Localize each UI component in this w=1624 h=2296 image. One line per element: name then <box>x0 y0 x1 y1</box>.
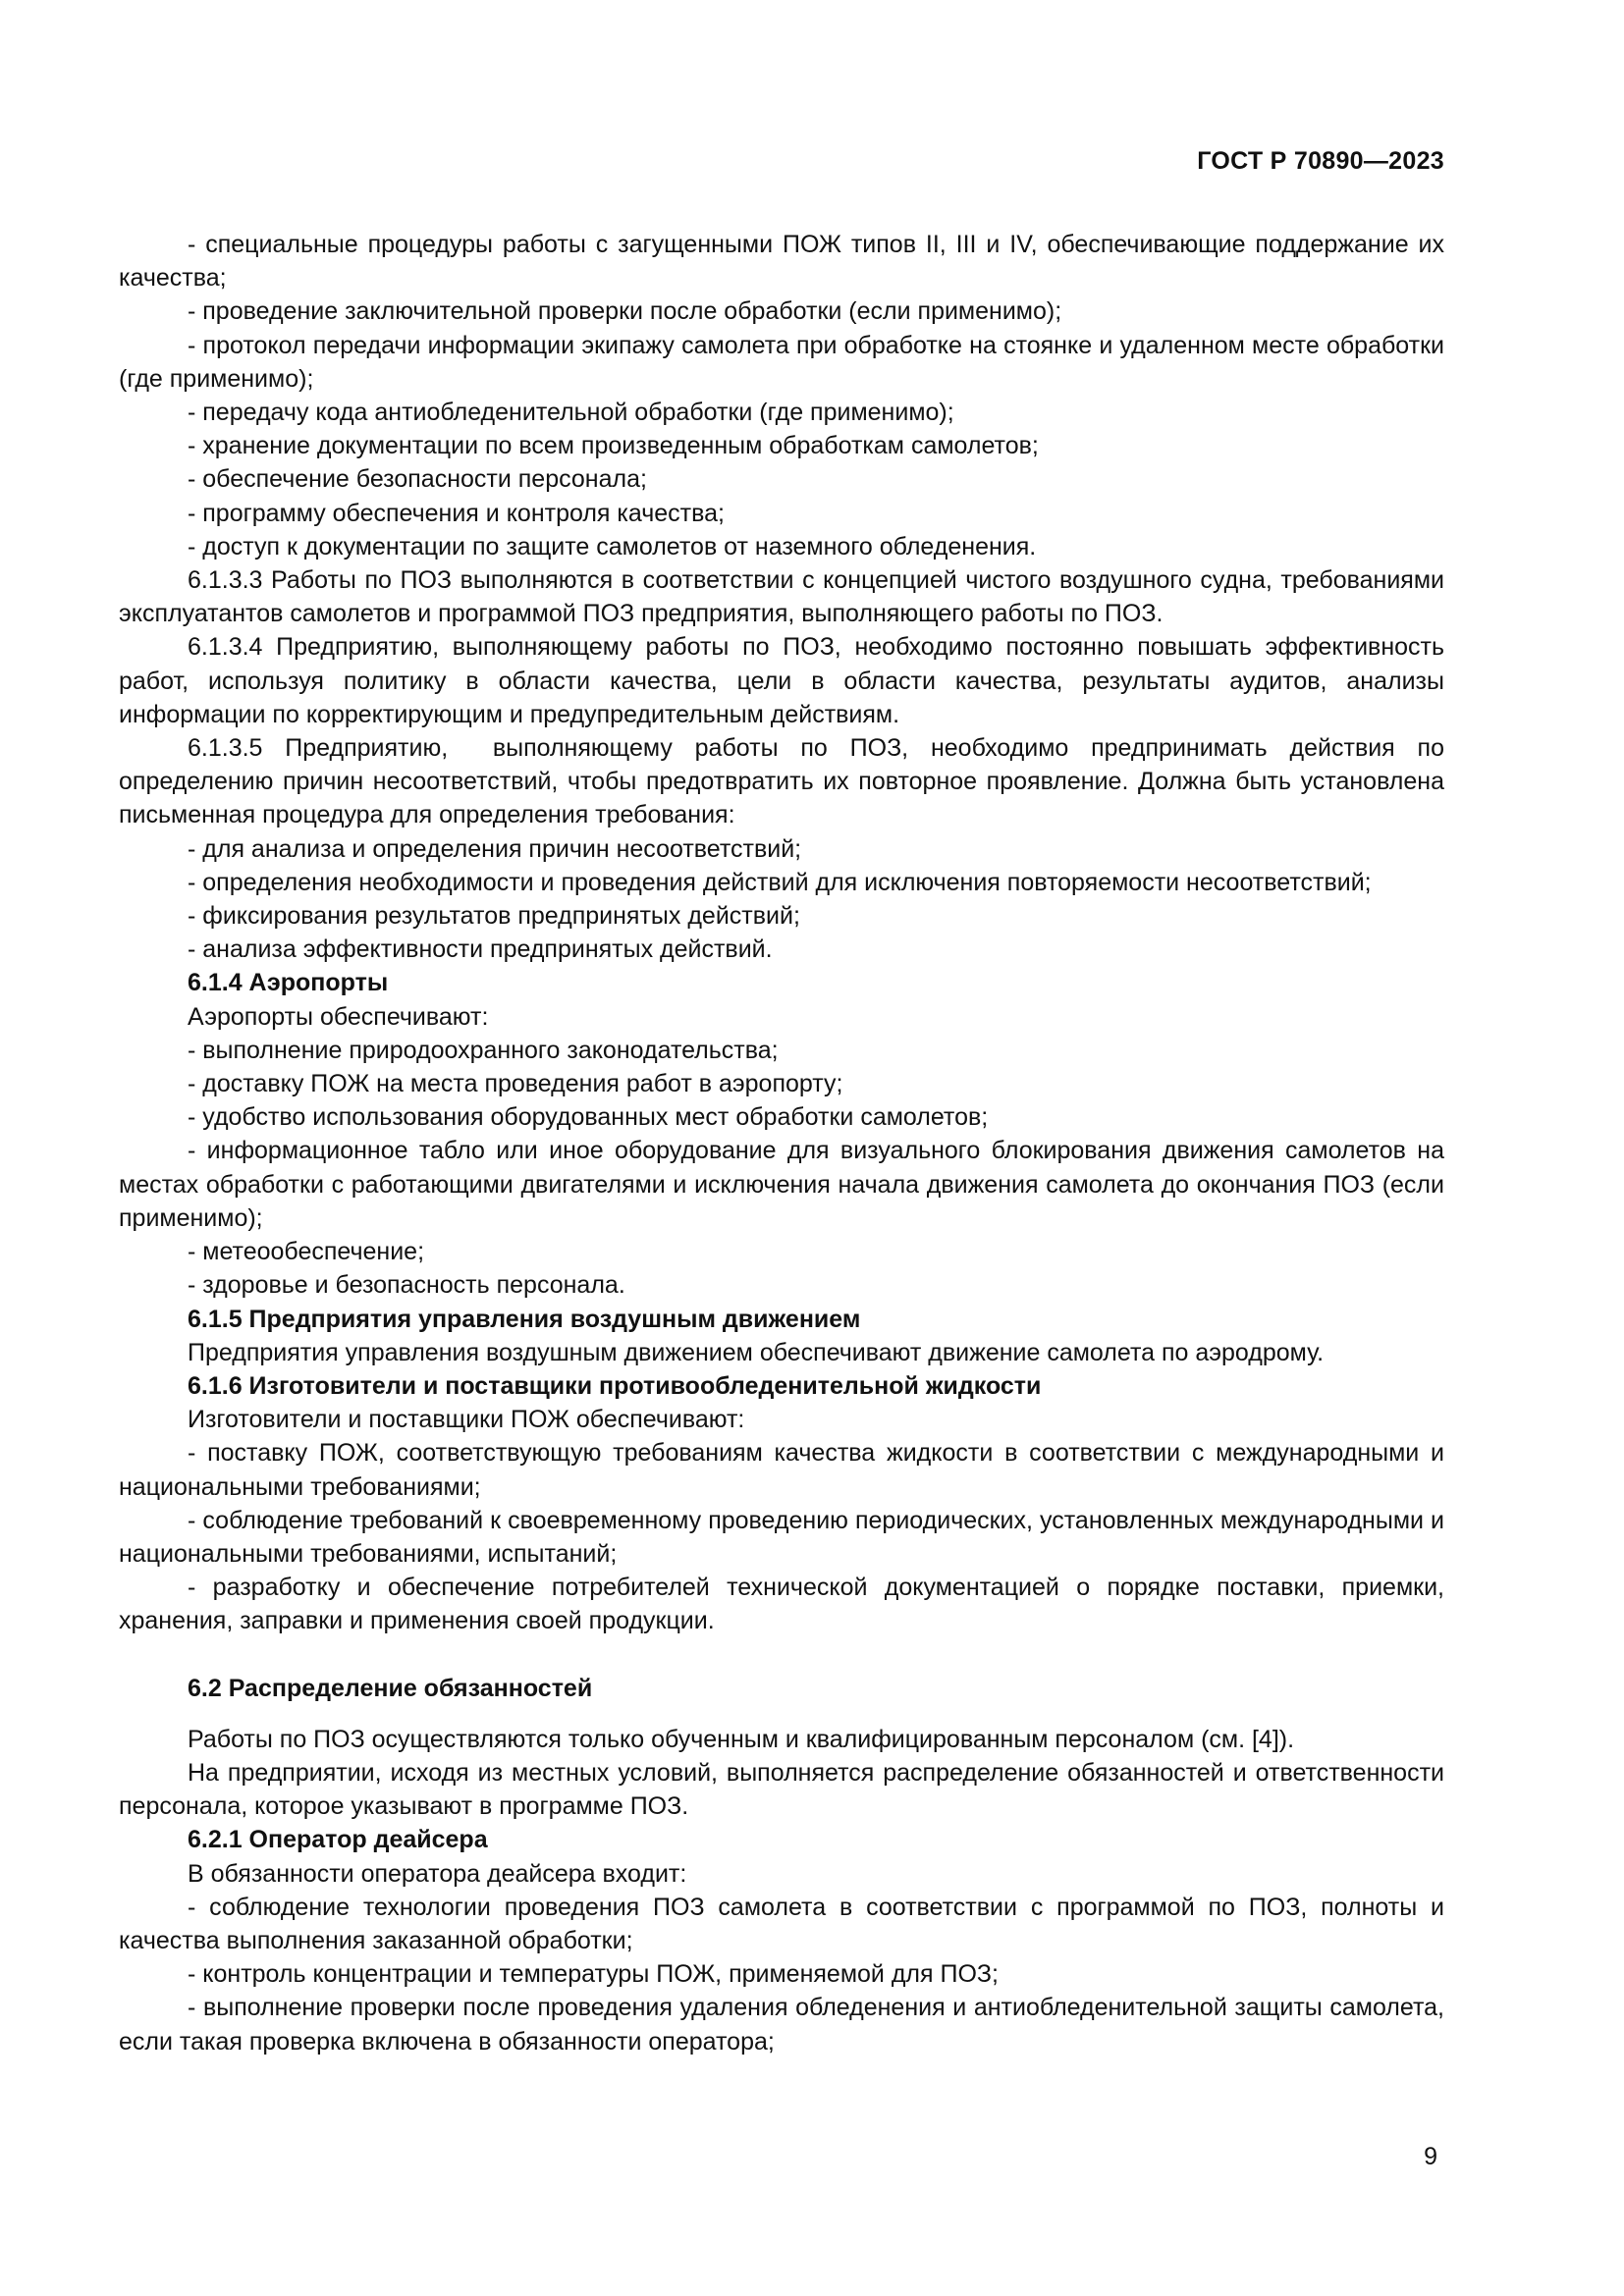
list-item: - поставку ПОЖ, соответствующую требованиям качества жидкости в соответствии с международными и национальными требованиями; <box>119 1439 1451 1501</box>
paragraph: На предприятии, исходя из местных условий, выполняется распределение обязанностей и ответственности персонала, которое указывают в программе ПОЗ. <box>119 1758 1451 1821</box>
list-item: - выполнение проверки после проведения удаления обледенения и антиобледенительной защиты самолета, если такая проверка включена в обязанности оператора; <box>119 1994 1451 2056</box>
paragraph: Аэропорты обеспечивают: <box>188 1002 489 1031</box>
clause-paragraph: 6.1.3.5 Предприятию, выполняющему работы по ПОЗ, необходимо предпринимать действия по определению причин несоответствий, чтобы предотвратить их повторное проявление. Должна быть установлена письменная процедура для определения требования: <box>119 734 1451 829</box>
list-item: - программу обеспечения и контроля качества; <box>188 499 725 527</box>
paragraph: Предприятия управления воздушным движением обеспечивают движение самолета по аэродрому. <box>188 1338 1325 1366</box>
list-item: - определения необходимости и проведения действий для исключения повторяемости несоответствий; <box>188 868 1372 896</box>
list-item: - проведение заключительной проверки после обработки (если применимо); <box>188 297 1062 326</box>
paragraph: Работы по ПОЗ осуществляются только обученным и квалифицированным персоналом (см. [4]). <box>188 1725 1295 1753</box>
list-item: - передачу кода антиобледенительной обработки (где применимо); <box>188 399 954 427</box>
list-item: - доступ к документации по защите самолетов от наземного обледенения. <box>188 532 1037 561</box>
list-item: - хранение документации по всем произведенным обработкам самолетов; <box>188 432 1039 460</box>
clause-paragraph: 6.1.3.4 Предприятию, выполняющему работы по ПОЗ, необходимо постоянно повышать эффективность работ, используя политику в области качества, цели в области качества, результаты аудитов, анализы информации по корректирующим и предупредительным действиям. <box>119 633 1451 728</box>
list-item: - удобство использования оборудованных мест обработки самолетов; <box>188 1103 989 1132</box>
list-item: - для анализа и определения причин несоответствий; <box>188 834 802 863</box>
list-item: - разработку и обеспечение потребителей технической документацией о порядке поставки, приемки, хранения, заправки и применения своей продукции. <box>119 1574 1451 1635</box>
section-heading: 6.1.6 Изготовители и поставщики противообледенительной жидкости <box>188 1371 1042 1400</box>
document-body <box>119 228 1451 2058</box>
list-item: - доставку ПОЖ на места проведения работ в аэропорту; <box>188 1070 843 1098</box>
paragraph: Изготовители и поставщики ПОЖ обеспечивают: <box>188 1406 745 1434</box>
section-heading: 6.1.5 Предприятия управления воздушным движением <box>188 1305 861 1333</box>
section-heading: 6.2 Распределение обязанностей <box>188 1674 593 1702</box>
list-item: - специальные процедуры работы с загущенными ПОЖ типов II, III и IV, обеспечивающие поддержание их качества; <box>119 231 1451 293</box>
list-item: - здоровье и безопасность персонала. <box>188 1271 625 1300</box>
list-item: - контроль концентрации и температуры ПОЖ, применяемой для ПОЗ; <box>188 1960 999 1989</box>
list-item: - выполнение природоохранного законодательства; <box>188 1036 779 1064</box>
clause-paragraph: 6.1.3.3 Работы по ПОЗ выполняются в соответствии с концепцией чистого воздушного судна, требованиями эксплуатантов самолетов и программой ПОЗ предприятия, выполняющего работы по ПОЗ. <box>119 566 1451 628</box>
paragraph: В обязанности оператора деайсера входит: <box>188 1859 687 1888</box>
section-heading: 6.2.1 Оператор деайсера <box>188 1826 488 1854</box>
list-item: - соблюдение технологии проведения ПОЗ самолета в соответствии с программой по ПОЗ, полноты и качества выполнения заказанной обработки; <box>119 1893 1451 1954</box>
section-heading: 6.1.4 Аэропорты <box>188 969 389 997</box>
list-item: - фиксирования результатов предпринятых действий; <box>188 902 800 931</box>
page-number: 9 <box>1424 2143 1437 2170</box>
list-item: - соблюдение требований к своевременному проведению периодических, установленных международными и национальными требованиями, испытаний; <box>119 1506 1451 1568</box>
list-item: - обеспечение безопасности персонала; <box>188 465 647 494</box>
list-item: - метеообеспечение; <box>188 1238 425 1266</box>
list-item: - анализа эффективности предпринятых действий. <box>188 935 773 964</box>
list-item: - протокол передачи информации экипажу самолета при обработке на стоянке и удаленном месте обработки (где применимо); <box>119 331 1451 393</box>
document-code: ГОСТ Р 70890—2023 <box>1197 147 1444 175</box>
list-item: - информационное табло или иное оборудование для визуального блокирования движения самолетов на местах обработки с работающими двигателями и исключения начала движения самолета до окончания ПОЗ (если применимо); <box>119 1137 1451 1232</box>
